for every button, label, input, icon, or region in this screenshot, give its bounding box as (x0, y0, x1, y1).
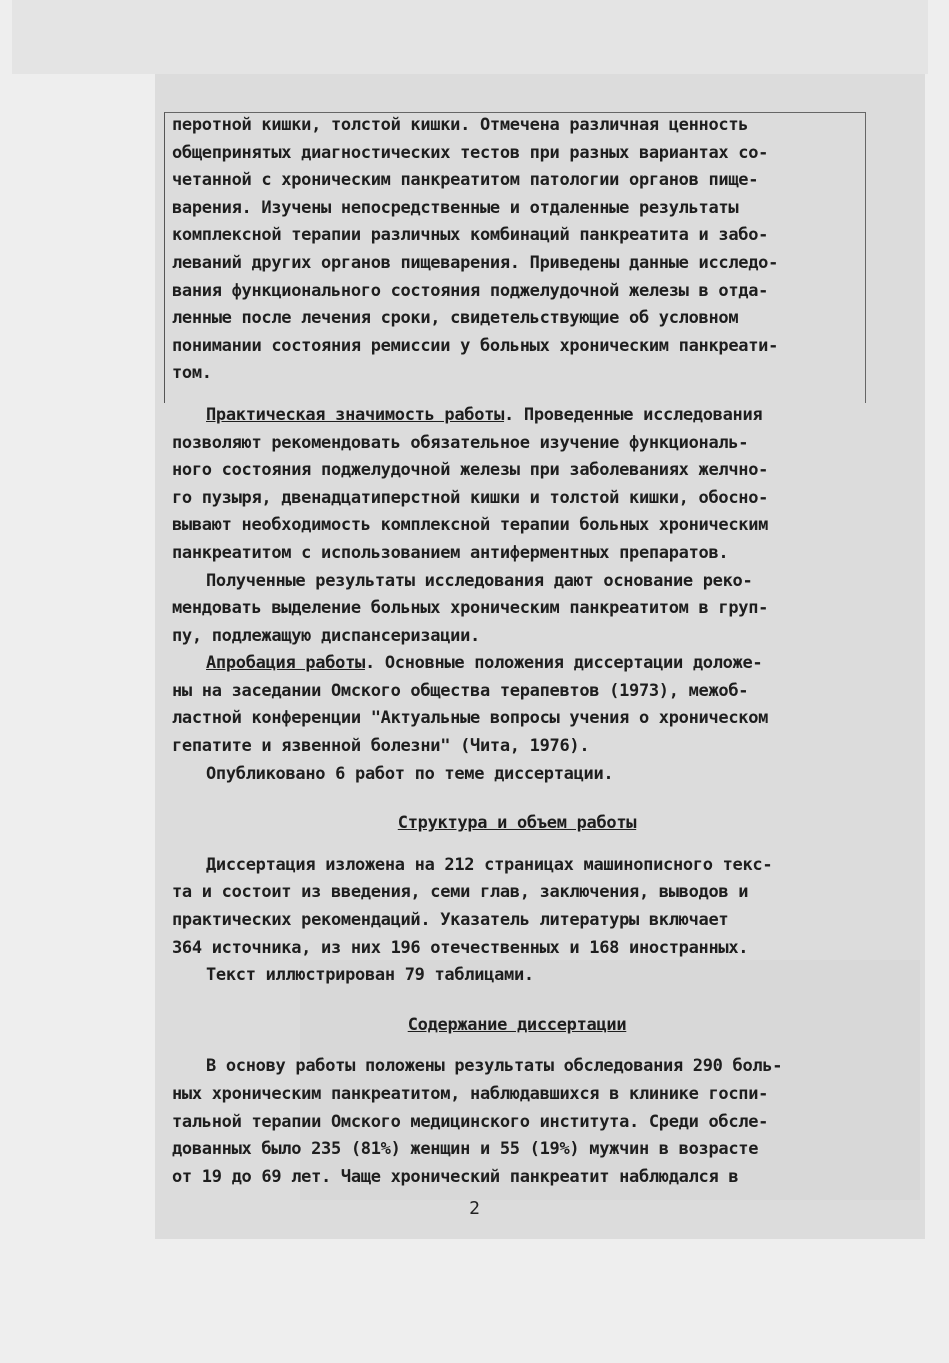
section-heading-structure: Структура и объем работы (397, 813, 637, 834)
text-line: от 19 до 69 лет. Чаще хронический панкреатит наблюдался в (172, 1166, 739, 1187)
text-line: понимании состояния ремиссии у больных хроническим панкреати- (172, 335, 779, 356)
text-line: Опубликовано 6 работ по теме диссертации. (206, 763, 614, 784)
text-line: ного состояния поджелудочной железы при заболеваниях желчно- (172, 460, 769, 481)
paragraph-practical-significance (172, 402, 862, 568)
text-line: та и состоит из введения, семи глав, заключения, выводов и (172, 882, 749, 903)
paragraph-structure (172, 852, 862, 990)
text-line: Текст иллюстрирован 79 таблицами. (206, 965, 534, 986)
text-line: том. (172, 363, 212, 384)
text-line: В основу работы положены результаты обследования 290 боль- (206, 1056, 783, 1077)
text-line: ластной конференции "Актуальные вопросы учения о хроническом (172, 708, 769, 729)
text-span: . Основные положения диссертации доложе- (364, 653, 763, 674)
text-line: 364 источника, из них 196 отечественных и 168 иностранных. (172, 937, 749, 958)
text-line (172, 402, 862, 430)
text-line: пу, подлежащую диспансеризации. (172, 625, 480, 646)
section-heading-content: Содержание диссертации (407, 1014, 627, 1035)
text-line: ных хроническим панкреатитом, наблюдавшихся в клинике госпи- (172, 1084, 769, 1104)
paragraph-results (172, 568, 862, 651)
text-line: комплексной терапии различных комбинаций панкреатита и забо- (172, 225, 769, 246)
text-span: . Проведенные исследования (504, 404, 763, 425)
text-line: ны на заседании Омского общества терапевтов (1973), межоб- (172, 680, 749, 701)
paragraph-approbation (172, 650, 862, 788)
text-line: Полученные результаты исследования дают основание реко- (206, 570, 753, 591)
text-line: дованных было 235 (81%) женщин и 55 (19%) мужчин в возрасте (172, 1139, 759, 1160)
text-line: вывают необходимость комплексной терапии больных хроническим (172, 515, 769, 536)
text-line: гепатите и язвенной болезни" (Чита, 1976). (172, 736, 590, 757)
text-line: позволяют рекомендовать обязательное изучение функциональ- (172, 432, 749, 453)
text-line: четанной с хроническим панкреатитом патологии органов пище- (172, 170, 759, 191)
text-line: ленные после лечения сроки, свидетельствующие об условном (172, 308, 739, 329)
text-line: варения. Изучены непосредственные и отдаленные результаты (172, 197, 739, 218)
scan-top-band (12, 0, 928, 74)
text-line: вания функционального состояния поджелудочной железы в отда- (172, 280, 769, 301)
text-line: практических рекомендаций. Указатель литературы включает (172, 910, 729, 931)
paragraph-1 (172, 112, 862, 388)
document-body (172, 112, 862, 1191)
text-line (172, 650, 862, 678)
text-line: перотной кишки, толстой кишки. Отмечена различная ценность (172, 115, 749, 135)
page-number: 2 (469, 1198, 480, 1219)
section-lead-practical: Практическая значимость работы (206, 404, 505, 425)
text-line: тальной терапии Омского медицинского института. Среди обсле- (172, 1111, 769, 1132)
section-lead-approbation: Апробация работы (206, 653, 365, 674)
text-line: панкреатитом с использованием антиферментных препаратов. (172, 542, 729, 563)
text-line: мендовать выделение больных хроническим панкреатитом в груп- (172, 598, 769, 619)
text-line: общепринятых диагностических тестов при разных вариантах со- (172, 142, 769, 163)
text-line: Диссертация изложена на 212 страницах машинописного текс- (206, 854, 773, 875)
text-line: леваний других органов пищеварения. Приведены данные исследо- (172, 252, 779, 273)
text-line: го пузыря, двенадцатиперстной кишки и толстой кишки, обосно- (172, 487, 769, 508)
paragraph-content (172, 1053, 862, 1191)
